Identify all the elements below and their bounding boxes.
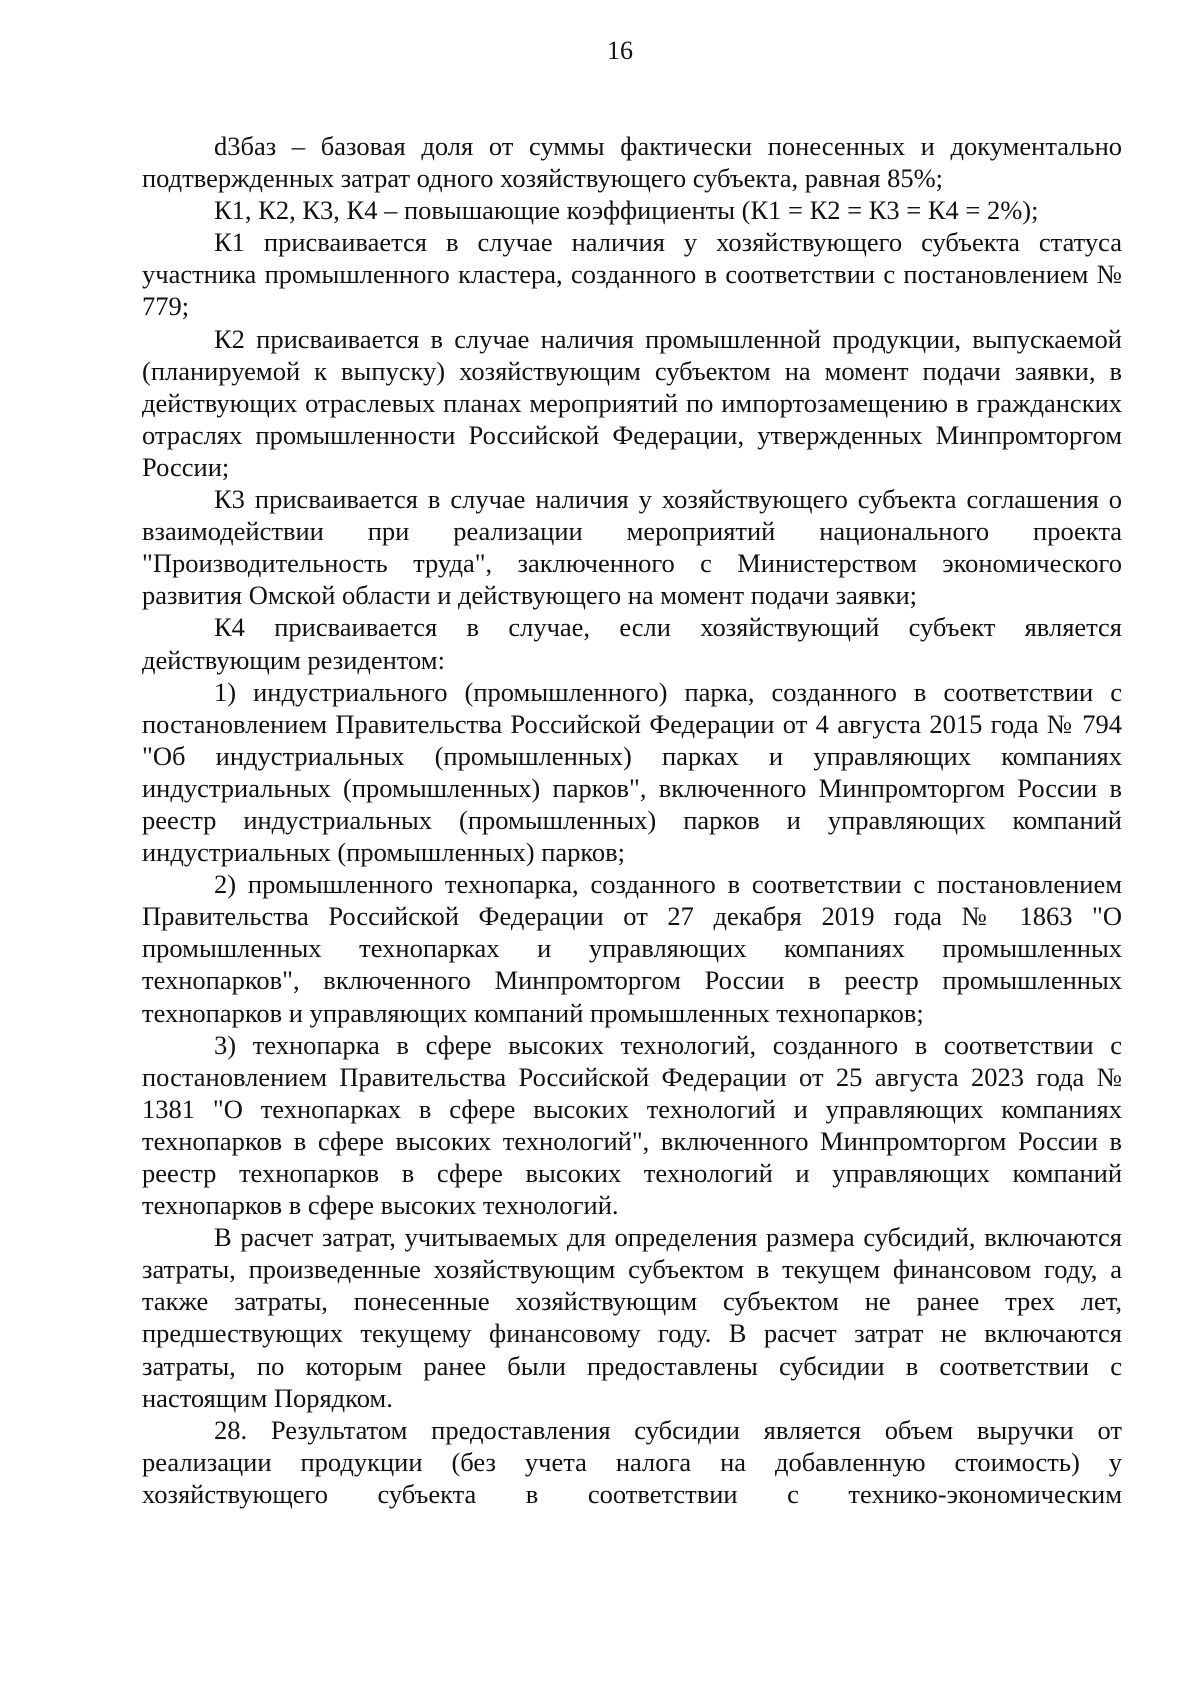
paragraph-coefficients: К1, К2, К3, К4 – повышающие коэффициенты (К1 = К2 = К3 = К4 = 2%); <box>214 195 1039 226</box>
paragraph-k4-item-2: 2) промышленного технопарка, созданного в соответствии с постановлением Правительства Российской Федерации от 27 декабря 2019 года № 1863 "О промышленных технопарках и управляющих компаниях промышленных технопарков", включенного Минпромторгом России в реестр промышленных технопарков и управляющих компаний промышленных технопарков; <box>142 869 1122 1028</box>
paragraph-k4-item-3: 3) технопарка в сфере высоких технологий, созданного в соответствии с постановлением Правительства Российской Федерации от 25 августа 2023 года № 1381 "О технопарках в сфере высоких технологий и управляющих компаниях технопарков в сфере высоких технологий", включенного Минпромторгом России в реестр технопарков в сфере высоких технологий и управляющих компаний технопарков в сфере высоких технологий. <box>142 1029 1122 1221</box>
paragraph-k3: К3 присваивается в случае наличия у хозяйствующего субъекта соглашения о взаимодействии при реализации мероприятий национального проекта "Производительность труда", заключенного с Министерством экономического развития Омской области и действующего на момент подачи заявки; <box>142 484 1122 611</box>
document-body <box>142 130 1122 1510</box>
paragraph-expense-calculation: В расчет затрат, учитываемых для определения размера субсидий, включаются затраты, произведенные хозяйствующим субъектом в текущем финансовом году, а также затраты, понесенные хозяйствующим субъектом не ранее трех лет, предшествующих текущему финансовому году. В расчет затрат не включаются затраты, по которым ранее были предоставлены субсидии в соответствии с настоящим Порядком. <box>142 1222 1122 1413</box>
paragraph-k2: К2 присваивается в случае наличия промышленной продукции, выпускаемой (планируемой к выпуску) хозяйствующим субъектом на момент подачи заявки, в действующих отраслевых планах мероприятий по импортозамещению в гражданских отраслях промышленности Российской Федерации, утвержденных Минпромторгом России; <box>142 323 1122 482</box>
paragraph-item-28: 28. Результатом предоставления субсидии является объем выручки от реализации продукции (без учета налога на добавленную стоимость) у хозяйствующего субъекта в соответствии с технико-экономическим <box>142 1414 1122 1509</box>
page-number: 16 <box>607 36 633 65</box>
paragraph-k4-item-1: 1) индустриального (промышленного) парка, созданного в соответствии с постановлением Правительства Российской Федерации от 4 августа 2015 года № 794 "Об индустриальных (промышленных) парках и управляющих компаниях индустриальных (промышленных) парков", включенного Минпромторгом России в реестр индустриальных (промышленных) парков и управляющих компаний индустриальных (промышленных) парков; <box>142 676 1122 868</box>
paragraph-k4: К4 присваивается в случае, если хозяйствующий субъект является действующим резидентом: <box>142 612 1122 675</box>
paragraph-d3baz: d3баз – базовая доля от суммы фактически понесенных и документально подтвержденных затрат одного хозяйствующего субъекта, равная 85%; <box>142 131 1122 194</box>
paragraph-k1: К1 присваивается в случае наличия у хозяйствующего субъекта статуса участника промышленного кластера, созданного в соответствии с постановлением № 779; <box>142 227 1122 322</box>
